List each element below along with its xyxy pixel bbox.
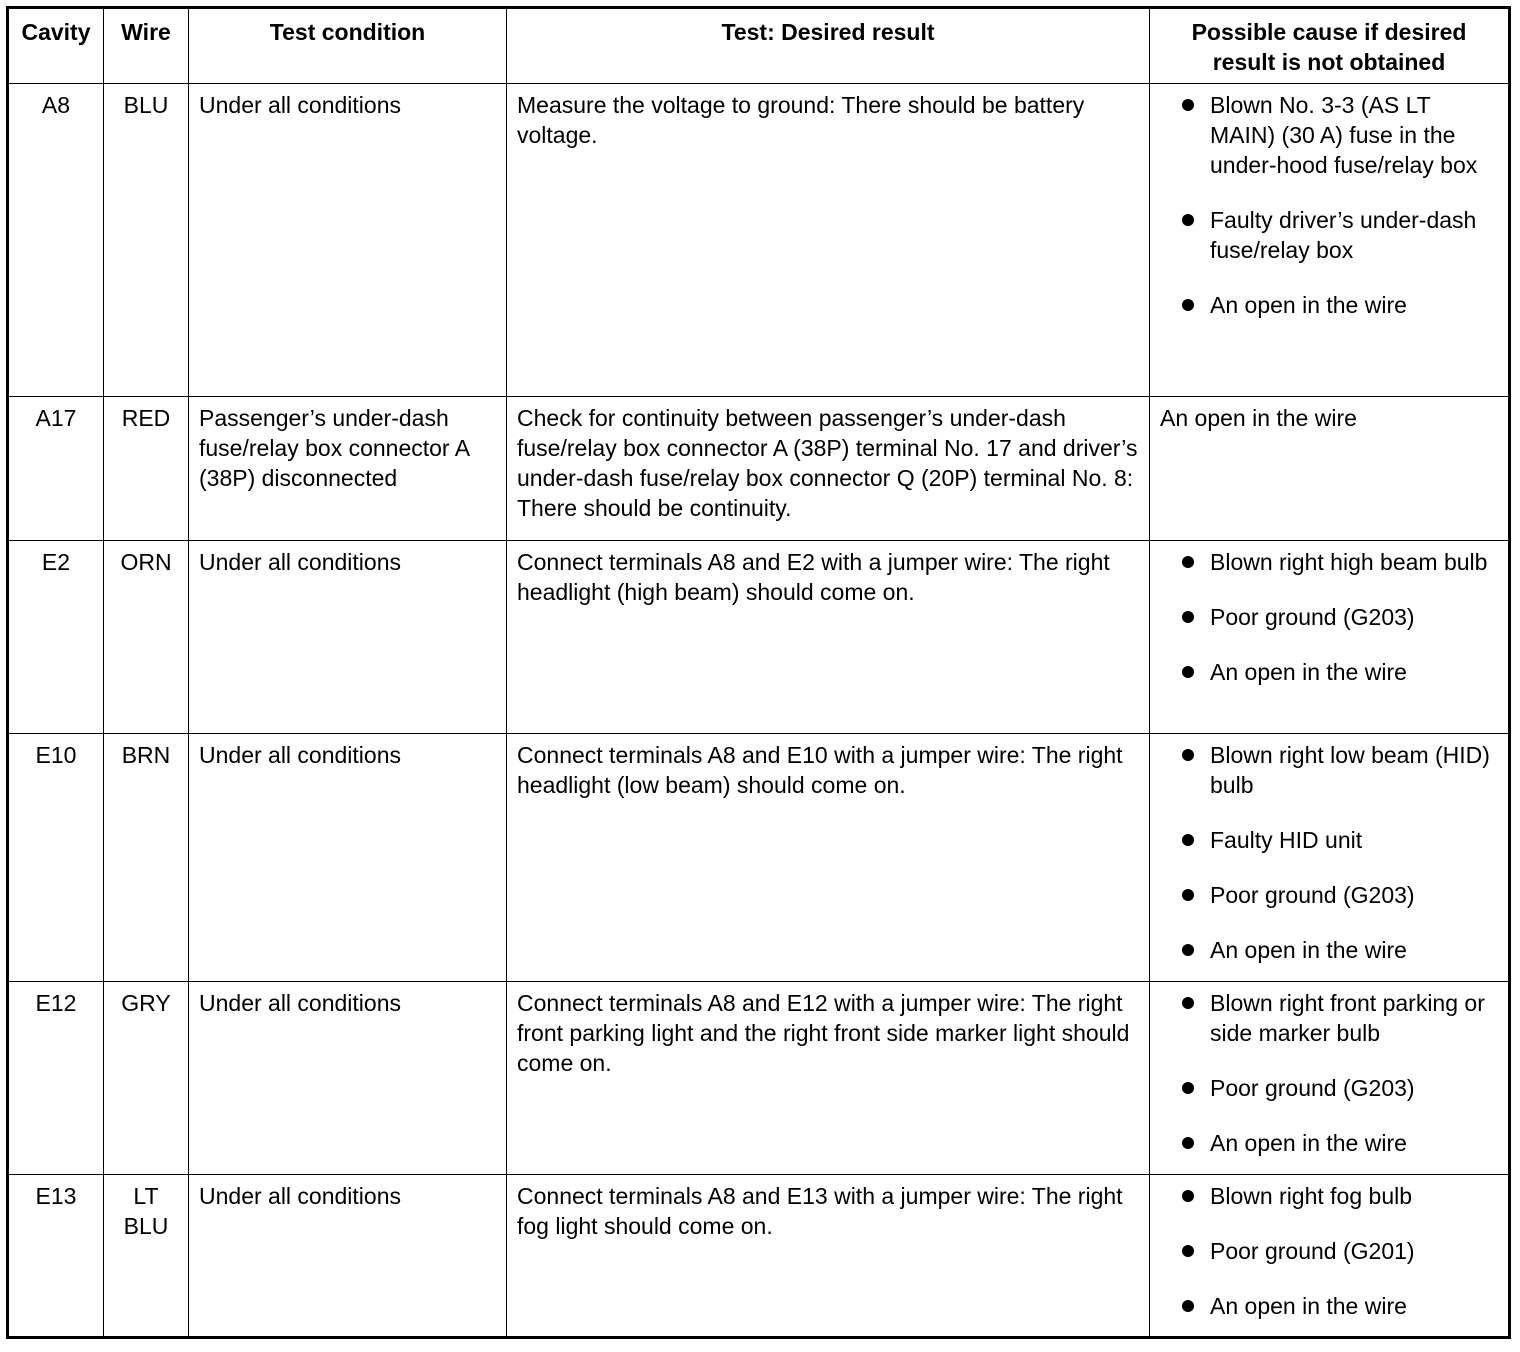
table-row [8, 982, 1510, 1175]
wire-cell: BLU [104, 84, 189, 397]
cause-item [1160, 1128, 1498, 1158]
cause-text: Blown No. 3-3 (AS LT MAIN) (30 A) fuse in the under-hood fuse/relay box [1210, 92, 1478, 178]
condition-cell: Passenger’s under-dash fuse/relay box connector A (38P) disconnected [189, 397, 507, 541]
header-test-condition: Test condition [189, 8, 507, 84]
condition-cell: Under all conditions [189, 982, 507, 1175]
cause-cell [1150, 541, 1510, 734]
cause-item [1160, 1236, 1498, 1266]
cause-item [1160, 1181, 1498, 1211]
cause-text: Blown right fog bulb [1210, 1183, 1413, 1209]
bullet-icon [1182, 944, 1194, 956]
cause-text: An open in the wire [1210, 937, 1407, 963]
cause-text: An open in the wire [1210, 292, 1407, 318]
cause-item [1160, 988, 1498, 1048]
cause-item [1160, 90, 1498, 180]
cause-text: Faulty driver’s under-dash fuse/relay box [1210, 207, 1477, 263]
condition-cell: Under all conditions [189, 541, 507, 734]
bullet-icon [1182, 834, 1194, 846]
bullet-icon [1182, 1082, 1194, 1094]
result-cell: Connect terminals A8 and E12 with a jumper wire: The right front parking light and the right front side marker light should come on. [507, 982, 1150, 1175]
cavity-cell: A17 [8, 397, 104, 541]
result-cell: Measure the voltage to ground: There should be battery voltage. [507, 84, 1150, 397]
cavity-cell: E13 [8, 1175, 104, 1338]
result-cell: Connect terminals A8 and E13 with a jumper wire: The right fog light should come on. [507, 1175, 1150, 1338]
wire-cell: BRN [104, 734, 189, 982]
cavity-cell: A8 [8, 84, 104, 397]
bullet-icon [1182, 1137, 1194, 1149]
bullet-icon [1182, 611, 1194, 623]
wire-cell: LT BLU [104, 1175, 189, 1338]
bullet-icon [1182, 214, 1194, 226]
cause-text: Poor ground (G203) [1210, 604, 1415, 630]
bullet-icon [1182, 749, 1194, 761]
cause-item [1160, 205, 1498, 265]
cause-list [1160, 547, 1498, 687]
cause-item [1160, 290, 1498, 320]
cause-item [1160, 880, 1498, 910]
cause-cell: An open in the wire [1150, 397, 1510, 541]
table-row [8, 84, 1510, 397]
cause-list [1160, 988, 1498, 1158]
cause-item [1160, 1291, 1498, 1321]
table-row [8, 541, 1510, 734]
header-desired-result: Test: Desired result [507, 8, 1150, 84]
bullet-icon [1182, 1245, 1194, 1257]
cause-list [1160, 90, 1498, 320]
cause-cell [1150, 734, 1510, 982]
wire-cell: RED [104, 397, 189, 541]
cause-cell [1150, 1175, 1510, 1338]
cause-text: Blown right front parking or side marker bulb [1210, 990, 1485, 1046]
result-cell: Connect terminals A8 and E2 with a jumper wire: The right headlight (high beam) should come on. [507, 541, 1150, 734]
table-row [8, 397, 1510, 541]
header-row [8, 8, 1510, 84]
cause-text: Blown right low beam (HID) bulb [1210, 742, 1490, 798]
cause-item [1160, 602, 1498, 632]
cause-text: Faulty HID unit [1210, 827, 1363, 853]
cause-text: An open in the wire [1210, 659, 1407, 685]
bullet-icon [1182, 556, 1194, 568]
cause-item [1160, 1073, 1498, 1103]
header-wire: Wire [104, 8, 189, 84]
wire-cell: GRY [104, 982, 189, 1175]
cause-list [1160, 740, 1498, 965]
cause-cell [1150, 84, 1510, 397]
condition-cell: Under all conditions [189, 84, 507, 397]
cause-text: Poor ground (G203) [1210, 882, 1415, 908]
cause-cell [1150, 982, 1510, 1175]
bullet-icon [1182, 99, 1194, 111]
bullet-icon [1182, 1300, 1194, 1312]
table-row [8, 734, 1510, 982]
bullet-icon [1182, 299, 1194, 311]
header-possible-cause: Possible cause if desired result is not obtained [1150, 8, 1510, 84]
cause-item [1160, 657, 1498, 687]
header-cavity: Cavity [8, 8, 104, 84]
cause-item [1160, 825, 1498, 855]
cause-list [1160, 1181, 1498, 1321]
cavity-cell: E12 [8, 982, 104, 1175]
cause-text: An open in the wire [1210, 1130, 1407, 1156]
cause-text: Poor ground (G201) [1210, 1238, 1415, 1264]
cause-item [1160, 935, 1498, 965]
cavity-cell: E10 [8, 734, 104, 982]
table-row [8, 1175, 1510, 1338]
wire-cell: ORN [104, 541, 189, 734]
bullet-icon [1182, 997, 1194, 1009]
condition-cell: Under all conditions [189, 1175, 507, 1338]
cause-text: Poor ground (G203) [1210, 1075, 1415, 1101]
cavity-cell: E2 [8, 541, 104, 734]
cause-text: An open in the wire [1210, 1293, 1407, 1319]
cause-item [1160, 740, 1498, 800]
cause-item [1160, 547, 1498, 577]
bullet-icon [1182, 889, 1194, 901]
condition-cell: Under all conditions [189, 734, 507, 982]
result-cell: Connect terminals A8 and E10 with a jumper wire: The right headlight (low beam) should come on. [507, 734, 1150, 982]
result-cell: Check for continuity between passenger’s under-dash fuse/relay box connector A (38P) terminal No. 17 and driver’s under-dash fuse/relay box connector Q (20P) terminal No. 8: There should be continuity. [507, 397, 1150, 541]
bullet-icon [1182, 666, 1194, 678]
diagnosis-table [6, 6, 1511, 1339]
bullet-icon [1182, 1190, 1194, 1202]
cause-text: Blown right high beam bulb [1210, 549, 1488, 575]
